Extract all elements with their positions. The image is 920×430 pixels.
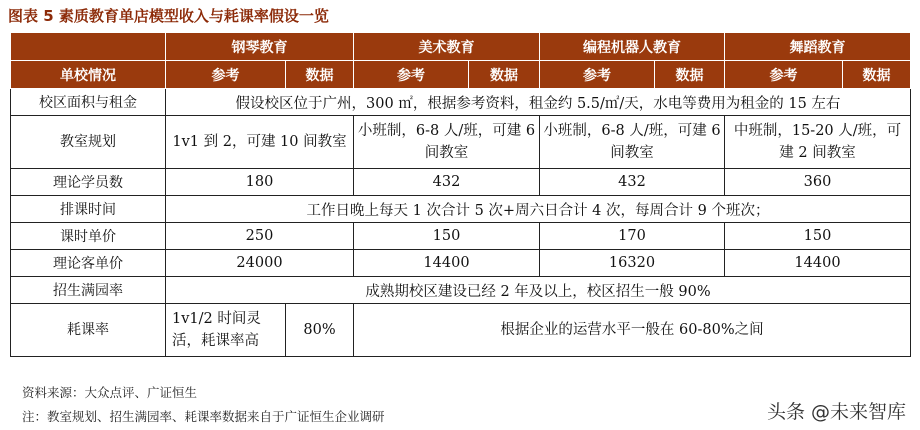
- unit-price-coding: 170: [540, 223, 725, 250]
- source-note: 资料来源：大众点评、广证恒生: [22, 385, 198, 400]
- header-row-label: 单校情况: [11, 61, 166, 89]
- row-label-consumption: 耗课率: [11, 304, 166, 357]
- header-data: 数据: [843, 61, 911, 89]
- header-row-sub: [11, 61, 911, 89]
- header-data: 数据: [286, 61, 354, 89]
- header-ref: 参考: [540, 61, 655, 89]
- students-coding: 432: [540, 169, 725, 196]
- unit-price-dance: 150: [725, 223, 911, 250]
- row-label-schedule: 排课时间: [11, 196, 166, 223]
- table-row-customer-price: [11, 250, 911, 277]
- header-dance: 舞蹈教育: [725, 33, 911, 61]
- table-row-schedule: [11, 196, 911, 223]
- row-label-classroom: 教室规划: [11, 116, 166, 169]
- table-row-area: [11, 89, 911, 116]
- row-label-customer-price: 理论客单价: [11, 250, 166, 277]
- header-piano: 钢琴教育: [166, 33, 354, 61]
- row-label-enrollment: 招生满园率: [11, 277, 166, 304]
- consumption-others: 根据企业的运营水平一般在 60-80%之间: [354, 304, 911, 357]
- customer-price-piano: 24000: [166, 250, 354, 277]
- header-data: 数据: [655, 61, 725, 89]
- unit-price-piano: 250: [166, 223, 354, 250]
- table-row-unit-price: [11, 223, 911, 250]
- classroom-dance: 中班制，15-20 人/班，可建 2 间教室: [725, 116, 911, 169]
- classroom-piano: 1v1 到 2，可建 10 间教室: [166, 116, 354, 169]
- header-coding: 编程机器人教育: [540, 33, 725, 61]
- enrollment-text: 成熟期校区建设已经 2 年及以上，校区招生一般 90%: [166, 277, 911, 304]
- table-row-students: [11, 169, 911, 196]
- students-dance: 360: [725, 169, 911, 196]
- table-row-consumption: [11, 304, 911, 357]
- classroom-art: 小班制，6-8 人/班，可建 6 间教室: [354, 116, 540, 169]
- unit-price-art: 150: [354, 223, 540, 250]
- header-ref: 参考: [354, 61, 469, 89]
- consumption-piano-ref: 1v1/2 时间灵活，耗课率高: [166, 304, 286, 357]
- table-row-enrollment: [11, 277, 911, 304]
- header-corner: [11, 33, 166, 61]
- watermark: 头条 @未来智库: [766, 401, 906, 423]
- row-label-unit-price: 课时单价: [11, 223, 166, 250]
- row-label-students: 理论学员数: [11, 169, 166, 196]
- header-data: 数据: [469, 61, 540, 89]
- header-ref: 参考: [725, 61, 843, 89]
- row-label-area: 校区面积与租金: [11, 89, 166, 116]
- customer-price-dance: 14400: [725, 250, 911, 277]
- customer-price-art: 14400: [354, 250, 540, 277]
- students-piano: 180: [166, 169, 354, 196]
- figure-title: 图表 5 素质教育单店模型收入与耗课率假设一览: [8, 7, 329, 25]
- students-art: 432: [354, 169, 540, 196]
- table-row-classroom: [11, 116, 911, 169]
- consumption-piano-data: 80%: [286, 304, 354, 357]
- assumption-table: [10, 32, 911, 357]
- header-row-categories: [11, 33, 911, 61]
- customer-price-coding: 16320: [540, 250, 725, 277]
- classroom-coding: 小班制，6-8 人/班，可建 6 间教室: [540, 116, 725, 169]
- header-art: 美术教育: [354, 33, 540, 61]
- footnote: 注：教室规划、招生满园率、耗课率数据来自于广证恒生企业调研: [22, 409, 385, 424]
- header-ref: 参考: [166, 61, 286, 89]
- schedule-text: 工作日晚上每天 1 次合计 5 次+周六日合计 4 次，每周合计 9 个班次；: [166, 196, 911, 223]
- area-text: 假设校区位于广州，300 ㎡，根据参考资料，租金约 5.5/㎡/天，水电等费用为租金的 15 左右: [166, 89, 911, 116]
